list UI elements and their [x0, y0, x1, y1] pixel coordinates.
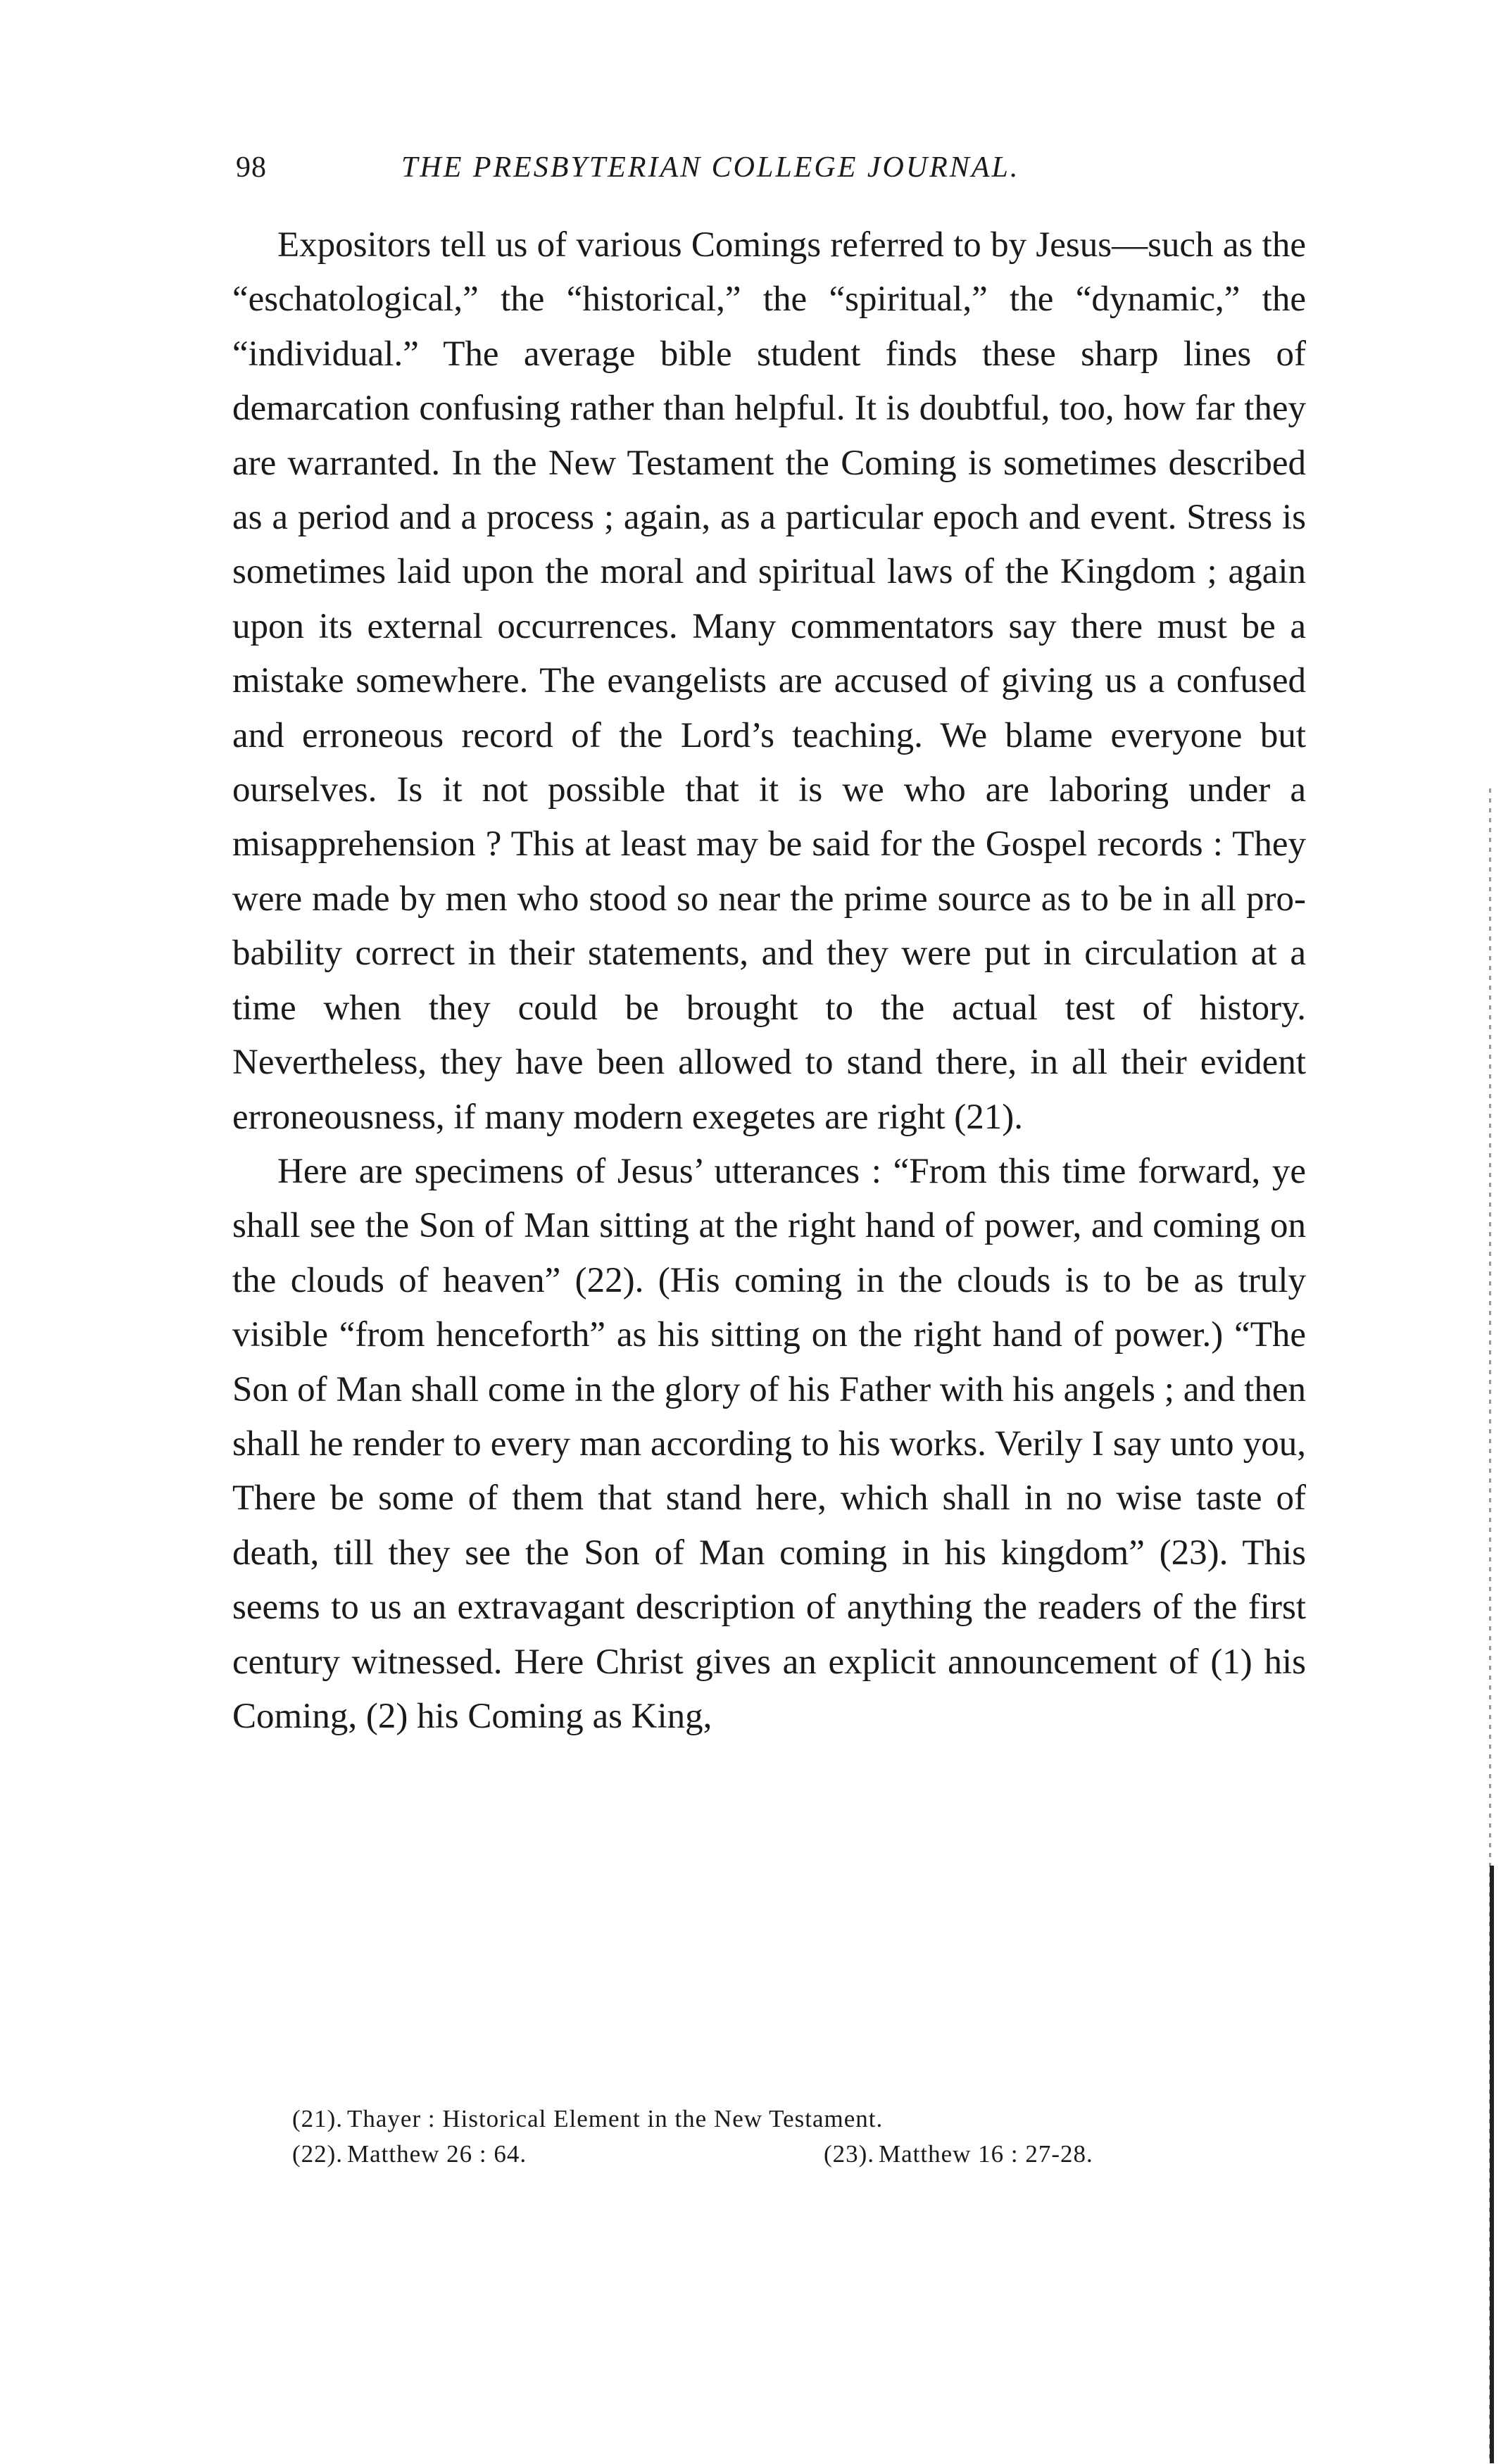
footnote-number: (21). — [292, 2105, 344, 2132]
paragraph: Here are specimens of Jesus’ utterances : “From this time forward, ye shall see the Son of Man sitting at the right hand of power, and coming on the clouds of heaven” (22). (His coming in the clouds is to be as truly visible “from henceforth” as his sitting on the right hand of power.) “The Son of Man shall come in the glory of his Father with his angels ; and then shall he render to every man according to his works. Verily I say unto you, There be some of them that stand here, which shall in no wise taste of death, till they see the Son of Man coming in his kingdom” (23). This seems to us an extravagant description of anything the readers of the first century witnessed. Here Christ gives an explicit announcement of (1) his Coming, (2) his Coming as King, — [232, 1151, 1306, 1736]
footnote-text: Matthew 16 : 27-28. — [879, 2140, 1093, 2168]
journal-title: THE PRESBYTERIAN COLLEGE JOURNAL. — [401, 151, 1020, 184]
page-number: 98 — [236, 151, 267, 184]
footnote-23 — [824, 2137, 1093, 2172]
footnote-22-23 — [292, 2137, 1306, 2172]
footnote-text: Thayer : Historical Element in the New Testament. — [347, 2105, 884, 2132]
paragraph: Expositors tell us of various Comings referred to by Jesus—such as the “eschatological,” the “historical,” the “spiritual,” the “dynamic,” the “individual.” The average bible student finds these sharp lines of demarcation confusing rather than helpful. It is doubtful, too, how far they are warranted. In the New Testament the Coming is sometimes described as a period and a process ; again, as a particular epoch and event. Stress is sometimes laid upon the moral and spiritual laws of the Kingdom ; again upon its external occurrences. Many commentators say there must be a mistake somewhere. The evangelists are accused of giving us a confused and erroneous record of the Lord’s teaching. We blame everyone but ourselves. Is it not possible that it is we who are laboring under a misapprehension ? This at least may be said for the Gospel records : They were made by men who stood so near the prime source as to be in all probability correct in their statements, and they were put in circulation at a time when they could be brought to the actual test of history. Nevertheless, they have been allowed to stand there, in all their evident erroneousness, if many modern exegetes are right (21). — [232, 225, 1306, 1137]
footnote-21 — [292, 2101, 1306, 2137]
footnotes — [292, 2101, 1306, 2172]
footnote-number: (23). — [824, 2140, 875, 2168]
page-edge-binding-shadow — [1490, 1866, 1494, 2463]
footnote-text: Matthew 26 : 64. — [347, 2140, 527, 2168]
body-text — [232, 218, 1306, 1744]
footnote-number: (22). — [292, 2140, 344, 2168]
running-head — [236, 146, 1306, 189]
